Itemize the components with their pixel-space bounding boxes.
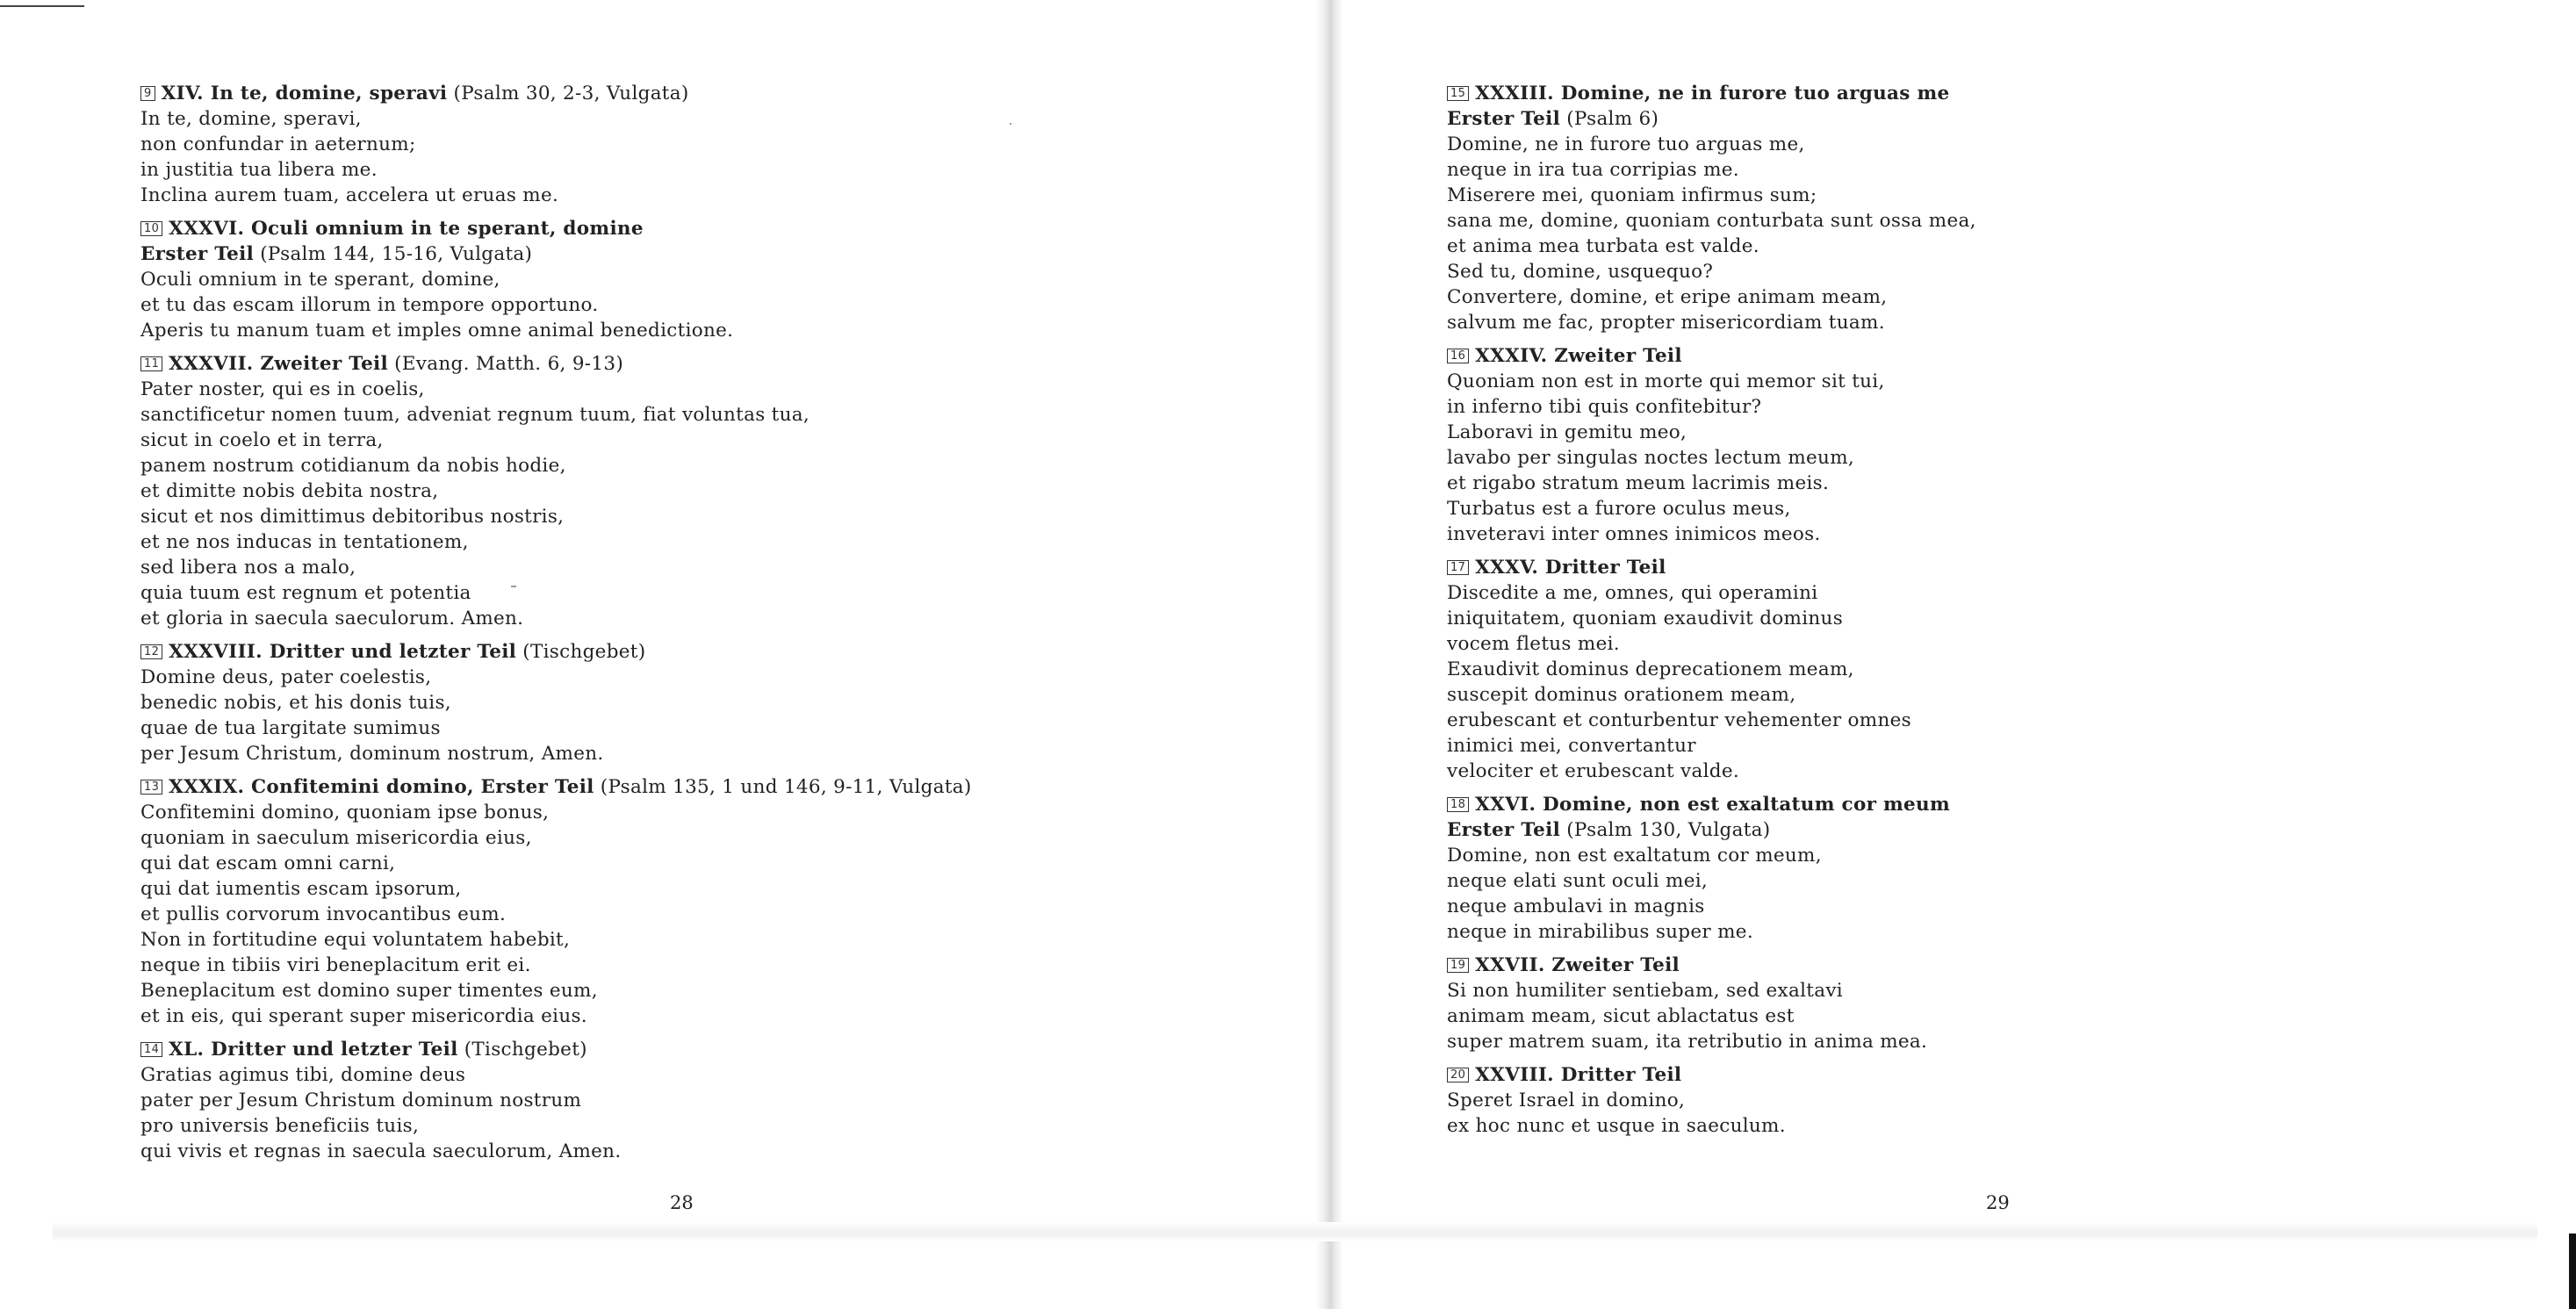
text-line: Exaudivit dominus deprecationem meam, [1447,658,1854,680]
track-number-box: 16 [1447,349,1469,363]
section-heading [1447,81,1976,106]
text-line: inveteravi inter omnes inimicos meos. [1447,523,1821,545]
text-line: quae de tua largitate sumimus [140,717,441,739]
text-line: benedic nobis, et his donis tuis, [140,692,451,714]
track-number-box: 10 [140,221,162,236]
paper-speck [1010,123,1011,125]
section-note: (Psalm 130, Vulgata) [1560,819,1771,841]
section-heading-continued [140,241,972,267]
text-line: sicut in coelo et in terra, [140,429,384,451]
track-number-box: 12 [140,644,162,659]
section-heading [1447,555,1976,580]
section-heading [140,639,972,665]
text-section [140,774,972,1029]
text-line: et dimitte nobis debita nostra, [140,480,439,502]
text-section [140,1037,972,1164]
text-line: sicut et nos dimittimus debitoribus nostris, [140,506,565,528]
section-heading [140,216,972,241]
text-line: Aperis tu manum tuam et imples omne animal benedictione. [140,320,734,342]
page-bottom-shadow [53,1222,2537,1241]
text-line: velociter et erubescant valde. [1447,760,1739,782]
text-line: sanctificetur nomen tuum, adveniat regnum tuum, fiat voluntas tua, [140,404,810,426]
text-section [1447,792,1976,945]
section-note: (Psalm 144, 15-16, Vulgata) [254,243,533,265]
book-fold [1315,0,1343,1309]
track-number-box: 9 [140,86,155,101]
text-line: super matrem suam, ita retributio in anima mea. [1447,1031,1928,1053]
text-line: qui dat iumentis escam ipsorum, [140,878,462,900]
section-title: XXXVII. Zweiter Teil [169,353,388,375]
section-note: (Psalm 135, 1 und 146, 9-11, Vulgata) [594,776,972,798]
text-line: neque in ira tua corripias me. [1447,159,1739,181]
text-line: inimici mei, convertantur [1447,735,1696,757]
text-line: per Jesum Christum, dominum nostrum, Amen. [140,743,604,765]
text-line: lavabo per singulas noctes lectum meum, [1447,447,1855,469]
text-line: Domine deus, pater coelestis, [140,666,432,688]
section-subtitle: Erster Teil [140,243,255,265]
section-heading [140,351,972,377]
text-line: neque elati sunt oculi mei, [1447,870,1709,892]
track-number-box: 14 [140,1042,162,1057]
track-number-box: 20 [1447,1068,1469,1082]
section-heading-continued [1447,817,1976,843]
section-subtitle: Erster Teil [1447,108,1561,130]
text-line: ex hoc nunc et usque in saeculum. [1447,1115,1786,1137]
text-line: sana me, domine, quoniam conturbata sunt ossa mea, [1447,210,1976,232]
text-line: vocem fletus mei. [1447,633,1620,655]
text-line: sed libera nos a malo, [140,557,356,579]
text-line: et gloria in saecula saeculorum. Amen. [140,608,524,629]
section-title: XXXIV. Zweiter Teil [1475,345,1682,367]
section-title: XXVI. Domine, non est exaltatum cor meum [1475,794,1951,816]
text-section [140,639,972,766]
track-number-box: 15 [1447,86,1469,101]
text-line: in justitia tua libera me. [140,159,378,181]
section-note: (Evang. Matth. 6, 9-13) [387,353,624,375]
text-line: et rigabo stratum meum lacrimis meis. [1447,472,1830,494]
text-line: Speret Israel in domino, [1447,1090,1686,1111]
text-line: qui dat escam omni carni, [140,852,396,874]
text-line: neque ambulavi in magnis [1447,895,1705,917]
text-line: quoniam in saeculum misericordia eius, [140,827,532,849]
section-title: XXVII. Zweiter Teil [1475,954,1680,976]
text-section [1447,953,1976,1054]
section-heading [140,81,972,106]
text-line: et ne nos inducas in tentationem, [140,531,469,553]
text-line: iniquitatem, quoniam exaudivit dominus [1447,608,1844,629]
page-number-right: 29 [1986,1192,2010,1213]
section-title: XXXIX. Confitemini domino, Erster Teil [169,776,594,798]
section-heading [1447,792,1976,817]
section-title: XIV. In te, domine, speravi [161,83,448,104]
text-line: erubescant et conturbentur vehementer omnes [1447,709,1911,731]
text-line: Domine, non est exaltatum cor meum, [1447,845,1822,867]
track-number-box: 17 [1447,560,1469,575]
text-section [140,351,972,631]
text-line: Sed tu, domine, usquequo? [1447,261,1714,283]
text-line: Oculi omnium in te sperant, domine, [140,269,500,291]
left-text-column [140,81,972,1172]
text-section [140,81,972,208]
section-heading [1447,1062,1976,1088]
text-line: Domine, ne in furore tuo arguas me, [1447,133,1805,155]
text-line: In te, domine, speravi, [140,108,362,130]
section-heading [140,1037,972,1062]
track-number-box: 18 [1447,797,1469,812]
text-line: in inferno tibi quis confitebitur? [1447,396,1762,418]
text-section [140,216,972,343]
text-line: neque in tibiis viri beneplacitum erit ei. [140,954,531,976]
section-note: (Psalm 30, 2-3, Vulgata) [447,83,689,104]
text-section [1447,1062,1976,1139]
text-line: et anima mea turbata est valde. [1447,235,1759,257]
text-line: neque in mirabilibus super me. [1447,921,1753,943]
section-note: (Tischgebet) [457,1039,587,1061]
track-number-box: 11 [140,356,162,371]
track-number-box: 19 [1447,958,1469,973]
text-line: Confitemini domino, quoniam ipse bonus, [140,802,550,824]
text-line: Discedite a me, omnes, qui operamini [1447,582,1818,604]
section-note: (Tischgebet) [516,641,646,663]
text-section [1447,343,1976,547]
track-number-box: 13 [140,780,162,795]
scan-edge-line [0,5,84,7]
text-line: Inclina aurem tuam, accelera ut eruas me. [140,184,559,206]
text-line: suscepit dominus orationem meam, [1447,684,1796,706]
scan-edge-mark [2569,1233,2576,1309]
section-heading [140,774,972,800]
text-line: Turbatus est a furore oculus meus, [1447,498,1791,520]
section-title: XXXVIII. Dritter und letzter Teil [169,641,517,663]
text-line: Miserere mei, quoniam infirmus sum; [1447,184,1817,206]
text-line: Beneplacitum est domino super timentes eum, [140,980,598,1002]
text-line: quia tuum est regnum et potentia [140,582,471,604]
text-line: et tu das escam illorum in tempore opportuno. [140,294,599,316]
section-heading-continued [1447,106,1976,132]
text-line: non confundar in aeternum; [140,133,416,155]
text-line: pro universis beneficiis tuis, [140,1115,420,1137]
right-text-column [1447,81,1976,1147]
text-line: Non in fortitudine equi voluntatem habebit, [140,929,571,951]
section-subtitle: Erster Teil [1447,819,1561,841]
text-line: Si non humiliter sentiebam, sed exaltavi [1447,980,1843,1002]
section-title: XXVIII. Dritter Teil [1475,1064,1682,1086]
text-line: panem nostrum cotidianum da nobis hodie, [140,455,566,477]
text-line: Laboravi in gemitu meo, [1447,421,1687,443]
section-title: XXXVI. Oculi omnium in te sperant, domine [169,218,644,240]
text-line: animam meam, sicut ablactatus est [1447,1005,1795,1027]
text-line: salvum me fac, propter misericordiam tuam. [1447,312,1885,334]
text-line: et pullis corvorum invocantibus eum. [140,903,507,925]
text-line: et in eis, qui sperant super misericordia eius. [140,1005,587,1027]
section-title: XL. Dritter und letzter Teil [169,1039,458,1061]
section-heading [1447,343,1976,369]
text-line: pater per Jesum Christum dominum nostrum [140,1090,582,1111]
text-line: Pater noster, qui es in coelis, [140,378,425,400]
text-line: qui vivis et regnas in saecula saeculorum, Amen. [140,1140,622,1162]
text-line: Convertere, domine, et eripe animam meam, [1447,286,1888,308]
section-title: XXXV. Dritter Teil [1475,557,1666,579]
text-section [1447,81,1976,335]
section-title: XXXIII. Domine, ne in furore tuo arguas me [1475,83,1950,104]
page-number-left: 28 [670,1192,694,1213]
text-line: Quoniam non est in morte qui memor sit tui, [1447,370,1885,392]
text-line: Gratias agimus tibi, domine deus [140,1064,466,1086]
text-section [1447,555,1976,784]
section-note: (Psalm 6) [1560,108,1659,130]
section-heading [1447,953,1976,978]
